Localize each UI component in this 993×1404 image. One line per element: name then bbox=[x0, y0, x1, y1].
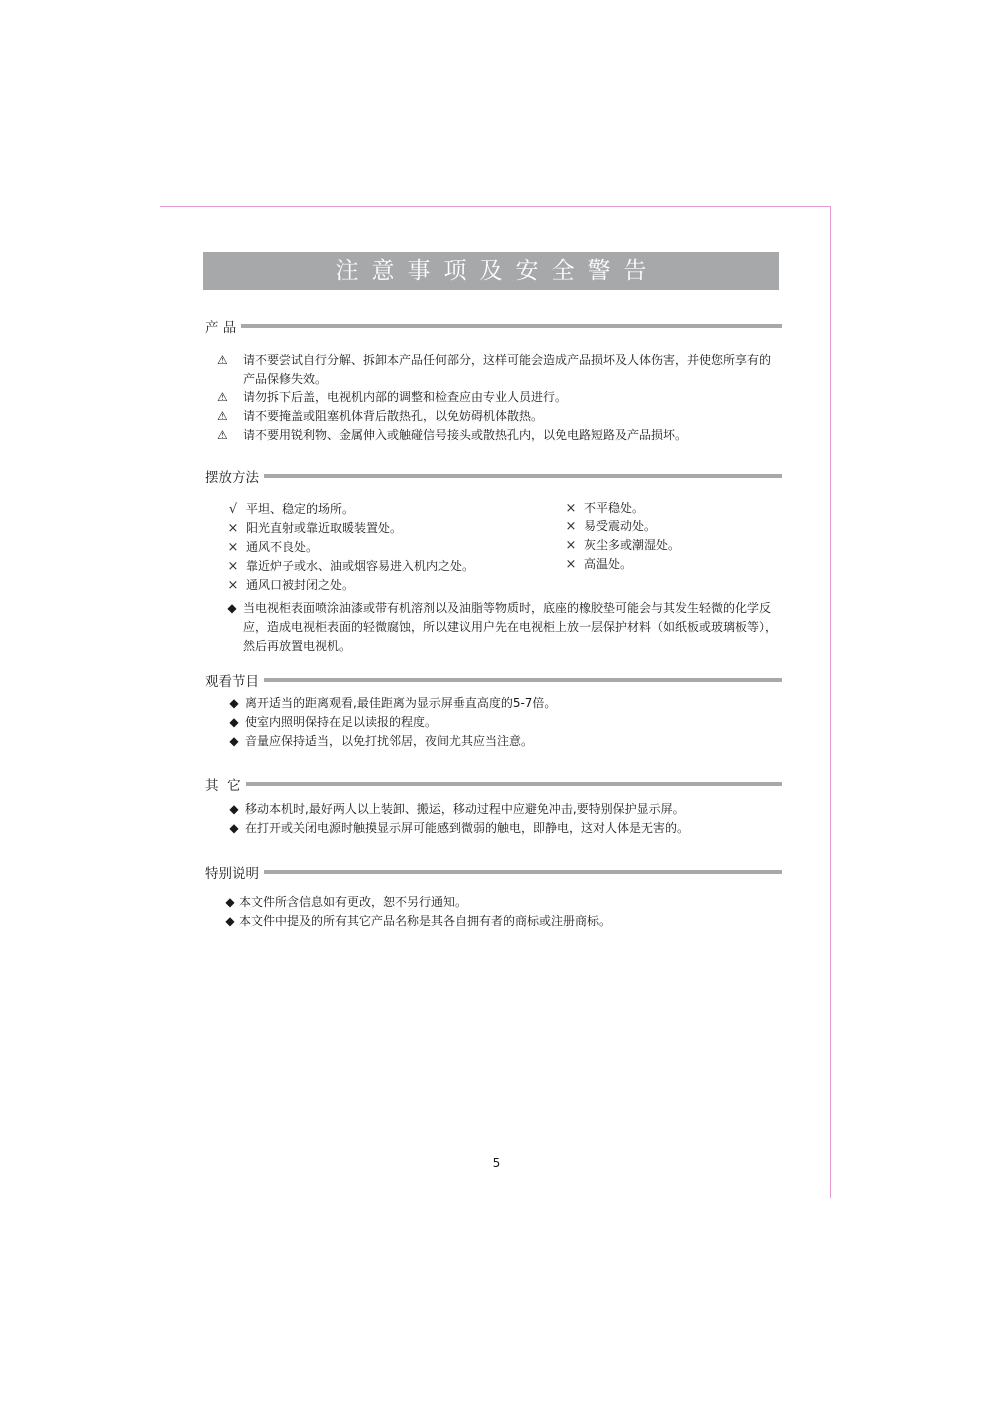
section-rule bbox=[241, 324, 782, 328]
warning-triangle-icon: ⚠ bbox=[217, 428, 228, 442]
cross-icon: × bbox=[565, 557, 577, 572]
section-heading-special bbox=[205, 862, 782, 882]
list-item: ◆ 音量应保持适当，以免打扰邻居，夜间尤其应当注意。 bbox=[223, 732, 781, 751]
list-item: ⚠ 请不要用锐利物、金属伸入或触碰信号接头或散热孔内，以免电路短路及产品损坏。 bbox=[217, 426, 779, 445]
list-item: × 易受震动处。 bbox=[558, 517, 778, 536]
diamond-bullet-icon: ◆ bbox=[225, 914, 235, 928]
diamond-bullet-icon: ◆ bbox=[229, 802, 239, 816]
list-item: × 阳光直射或靠近取暖装置处。 bbox=[220, 519, 550, 538]
diamond-bullet-icon: ◆ bbox=[227, 601, 237, 615]
cross-icon: × bbox=[227, 521, 239, 536]
diamond-bullet-icon: ◆ bbox=[229, 734, 239, 748]
list-item: ◆ 本文件所含信息如有更改，恕不另行通知。 bbox=[221, 893, 781, 912]
diamond-bullet-icon: ◆ bbox=[225, 895, 235, 909]
diamond-bullet-icon: ◆ bbox=[229, 715, 239, 729]
section-heading-label: 产 品 bbox=[205, 320, 237, 336]
warning-triangle-icon: ⚠ bbox=[217, 409, 228, 423]
list-item: × 靠近炉子或水、油或烟容易进入机内之处。 bbox=[220, 557, 550, 576]
warning-triangle-icon: ⚠ bbox=[217, 390, 228, 404]
list-item: ⚠ 请不要掩盖或阻塞机体背后散热孔，以免妨碍机体散热。 bbox=[217, 407, 779, 426]
section-heading-placement bbox=[205, 466, 782, 486]
cross-icon: × bbox=[227, 578, 239, 593]
list-item: × 不平稳处。 bbox=[558, 499, 778, 518]
check-icon: √ bbox=[228, 502, 238, 517]
section-heading-other bbox=[205, 774, 782, 794]
cross-icon: × bbox=[565, 501, 577, 516]
list-item: × 通风口被封闭之处。 bbox=[220, 576, 550, 595]
section-rule bbox=[264, 474, 782, 478]
section-heading-label: 特别说明 bbox=[205, 866, 259, 882]
list-item: ◆ 离开适当的距离观看,最佳距离为显示屏垂直高度的5-7倍。 bbox=[223, 694, 781, 713]
page-trim-top bbox=[160, 206, 831, 207]
list-item: ◆ 本文件中提及的所有其它产品名称是其各自拥有者的商标或注册商标。 bbox=[221, 912, 781, 931]
diamond-bullet-icon: ◆ bbox=[229, 821, 239, 835]
section-heading-product bbox=[205, 316, 782, 336]
section-rule bbox=[264, 870, 782, 874]
list-item: √ 平坦、稳定的场所。 bbox=[220, 500, 550, 519]
list-item: × 高温处。 bbox=[558, 555, 778, 574]
list-item: ◆ 当电视柜表面喷涂油漆或带有机溶剂以及油脂等物质时，底座的橡胶垫可能会与其发生轻微的化学反应，造成电视柜表面的轻微腐蚀，所以建议用户先在电视柜上放一层保护材料（如纸板或玻璃板等），然后再放置电视机。 bbox=[221, 599, 781, 656]
section-heading-label: 其 它 bbox=[205, 778, 241, 794]
list-item: × 通风不良处。 bbox=[220, 538, 550, 557]
page-trim-right bbox=[830, 206, 831, 1198]
list-item: × 灰尘多或潮湿处。 bbox=[558, 536, 778, 555]
diamond-bullet-icon: ◆ bbox=[229, 696, 239, 710]
list-item: ⚠ 请不要尝试自行分解、拆卸本产品任何部分，这样可能会造成产品损坏及人体伤害，并使您所享有的产品保修失效。 bbox=[217, 351, 779, 389]
list-item: ◆ 在打开或关闭电源时触摸显示屏可能感到微弱的触电，即静电，这对人体是无害的。 bbox=[223, 819, 781, 838]
section-heading-viewing bbox=[205, 670, 782, 690]
cross-icon: × bbox=[565, 519, 577, 534]
cross-icon: × bbox=[227, 540, 239, 555]
section-heading-label: 观看节目 bbox=[205, 674, 259, 690]
list-item: ⚠ 请勿拆下后盖，电视机内部的调整和检查应由专业人员进行。 bbox=[217, 388, 779, 407]
cross-icon: × bbox=[565, 538, 577, 553]
section-rule bbox=[246, 782, 782, 786]
section-heading-label: 摆放方法 bbox=[205, 470, 259, 486]
cross-icon: × bbox=[227, 559, 239, 574]
list-item: ◆ 使室内照明保持在足以读报的程度。 bbox=[223, 713, 781, 732]
section-rule bbox=[264, 678, 782, 682]
warning-triangle-icon: ⚠ bbox=[217, 353, 228, 367]
list-item: ◆ 移动本机时,最好两人以上装卸、搬运，移动过程中应避免冲击,要特别保护显示屏。 bbox=[223, 800, 781, 819]
page-number: 5 bbox=[492, 1156, 501, 1170]
page-title-banner: 注意事项及安全警告 bbox=[203, 252, 779, 290]
